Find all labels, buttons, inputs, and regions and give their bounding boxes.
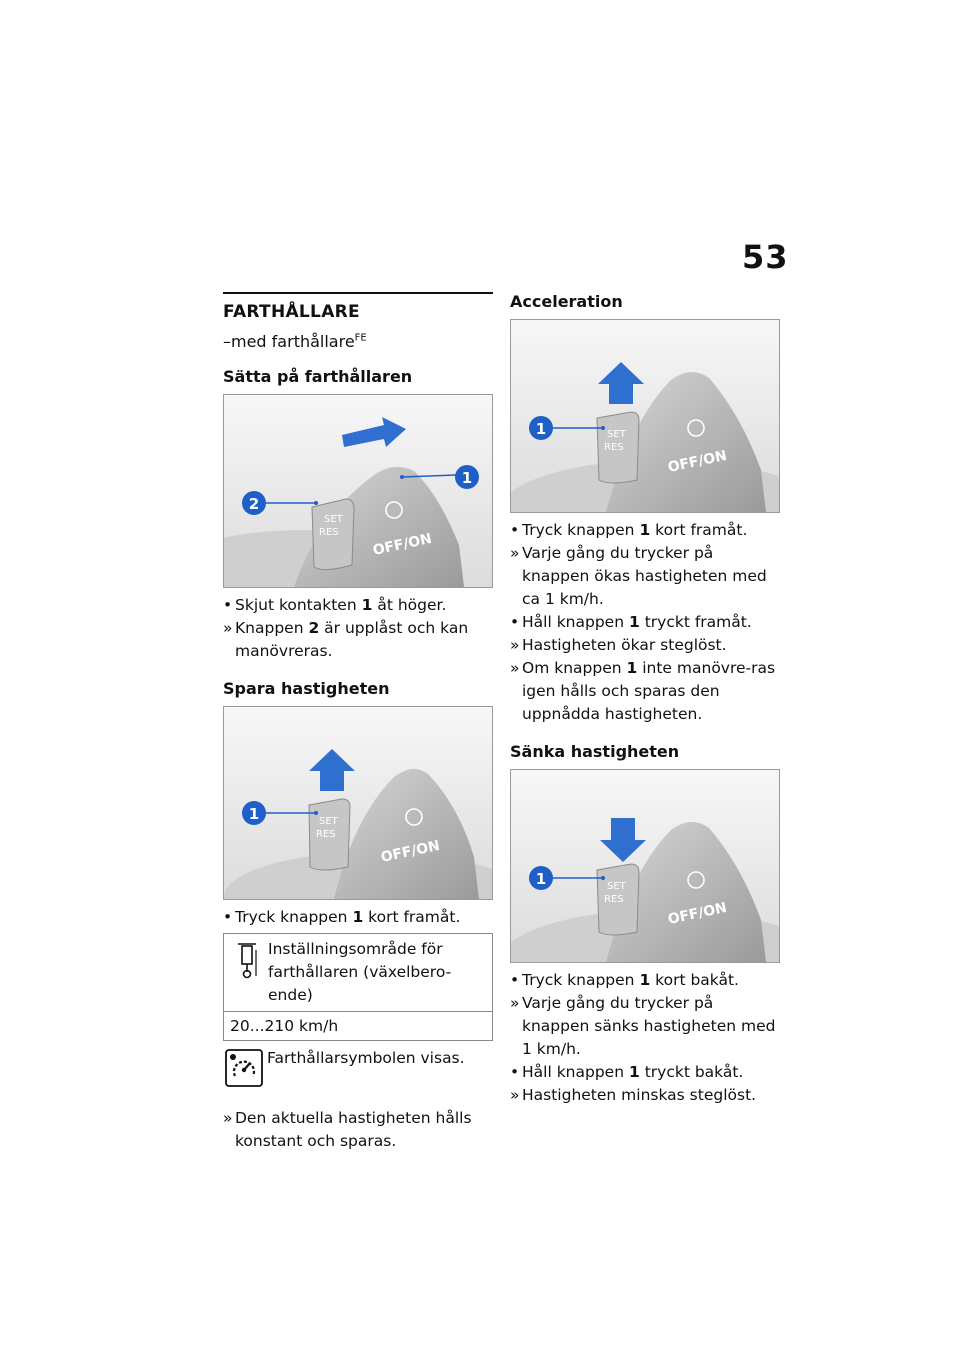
figure-button-push-forward (223, 706, 493, 900)
heading-decrease-speed: Sänka hastigheten (510, 742, 680, 761)
table-value: 20...210 km/h (230, 1017, 339, 1035)
list-enable-steps (223, 594, 493, 663)
list-item: • Tryck knappen 1 kort framåt. (223, 908, 461, 926)
label-set: SET (324, 514, 343, 525)
list-item: • Tryck knappen 1 kort bakåt. (510, 971, 739, 989)
gauge-icon (234, 940, 260, 980)
svg-text:1: 1 (248, 805, 260, 823)
label-res: RES (604, 894, 624, 905)
left-column (223, 292, 493, 1153)
svg-text:1: 1 (461, 469, 473, 487)
heading-acceleration: Acceleration (510, 292, 623, 311)
label-res: RES (604, 442, 624, 453)
heading-save-speed: Spara hastigheten (223, 679, 390, 698)
page-number: 53 (742, 238, 789, 276)
svg-text:2: 2 (248, 495, 260, 513)
svg-text:1: 1 (535, 420, 547, 438)
cruise-control-icon (225, 1049, 263, 1087)
right-column (510, 292, 780, 1107)
label-offon: OFF/ON (379, 837, 442, 866)
label-offon: OFF/ON (666, 899, 729, 928)
label-offon: OFF/ON (371, 530, 434, 559)
list-decrease-steps (510, 969, 780, 1107)
figure-decrease (510, 769, 780, 963)
list-item: • Håll knappen 1 tryckt bakåt. (510, 1063, 744, 1081)
section-subtitle: –med farthållare$^{FE}$ (223, 332, 367, 351)
svg-text:1: 1 (535, 870, 547, 888)
list-item: » Den aktuella hastigheten hålls konstant och sparas. (223, 1109, 472, 1150)
list-item: • Tryck knappen 1 kort framåt. (510, 521, 748, 539)
list-item: » Varje gång du trycker på knappen ökas hastigheten med ca 1 km/h. (510, 544, 767, 608)
list-item: » Knappen 2 är upplåst och kan manövreras. (223, 619, 469, 660)
label-set: SET (607, 881, 626, 892)
label-res: RES (316, 829, 336, 840)
list-item: » Om knappen 1 inte manövre-ras igen hålls och sparas den uppnådda hastigheten. (510, 659, 776, 723)
cruise-symbol-note: Farthållarsymbolen visas. (223, 1047, 493, 1091)
figure-switch-slide-right (223, 394, 493, 588)
figure-acceleration (510, 319, 780, 513)
label-res: RES (319, 527, 339, 538)
list-item: • Håll knappen 1 tryckt framåt. (510, 613, 752, 631)
label-offon: OFF/ON (666, 447, 729, 476)
table-header: Inställningsområde för farthållaren (växelbero-ende) (224, 934, 492, 1012)
heading-enable-cruise: Sätta på farthållaren (223, 367, 413, 386)
label-set: SET (319, 816, 338, 827)
list-acceleration-steps (510, 519, 780, 726)
setting-range-table (223, 933, 493, 1041)
list-item: » Hastigheten ökar steglöst. (510, 636, 727, 654)
list-item: » Hastigheten minskas steglöst. (510, 1086, 757, 1104)
label-set: SET (607, 429, 626, 440)
section-title: FARTHÅLLARE (223, 302, 360, 322)
list-save-steps (223, 906, 493, 929)
list-item: • Skjut kontakten 1 åt höger. (223, 596, 447, 614)
list-item: » Varje gång du trycker på knappen sänks hastigheten med 1 km/h. (510, 994, 776, 1058)
list-result (223, 1107, 493, 1153)
section-rule (223, 292, 493, 294)
